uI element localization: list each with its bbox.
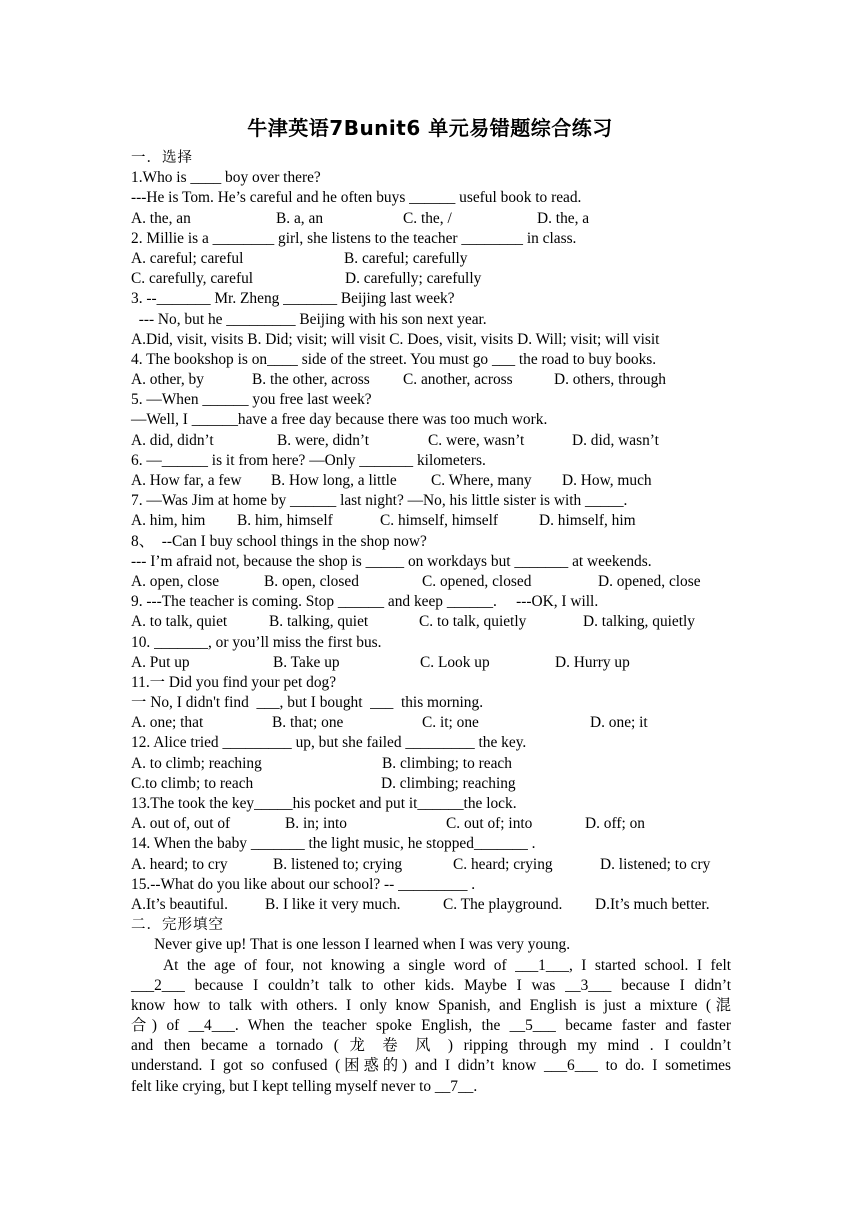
- option-a: A. one; that: [131, 714, 204, 732]
- question-stem: 9. ---The teacher is coming. Stop ______ and keep ______. ---OK, I will.: [131, 593, 599, 611]
- option-c: C. himself, himself: [380, 512, 498, 530]
- option-a: A. heard; to cry: [131, 855, 228, 873]
- section-heading-choice: 一．选择: [131, 150, 193, 166]
- option-a: A. the, an: [131, 209, 191, 227]
- options-row: [131, 431, 731, 451]
- options-row: [131, 612, 731, 632]
- question-stem: 8、 --Can I buy school things in the shop now?: [131, 532, 427, 550]
- question-stem: ---He is Tom. He’s careful and he often buys ______ useful book to read.: [131, 189, 582, 207]
- option-d: D. off; on: [585, 815, 645, 833]
- option-c: C.to climb; to reach: [131, 774, 254, 792]
- options-row: [131, 814, 731, 834]
- option-a: A. Put up: [131, 653, 190, 671]
- options-row: [131, 511, 731, 531]
- option-a: A. How far, a few: [131, 472, 242, 489]
- option-d: D. climbing; reaching: [381, 774, 516, 792]
- passage-line: ___2___ because I couldn’t talk to other kids. Maybe I was __3___ because I didn’t: [131, 976, 731, 994]
- option-a: A. open, close: [131, 572, 220, 590]
- question-stem: —Well, I ______have a free day because there was too much work.: [131, 411, 548, 429]
- question-12: [131, 733, 731, 794]
- question-stem: 1.Who is ____ boy over there?: [131, 169, 321, 187]
- question-stem: 4. The bookshop is on____ side of the street. You must go ___ the road to buy books.: [131, 350, 657, 368]
- option-b: B. listened to; crying: [273, 855, 403, 873]
- option-c: C. Look up: [420, 653, 490, 671]
- question-stem: 12. Alice tried _________ up, but she failed _________ the key.: [131, 734, 527, 752]
- option-c: C. another, across: [403, 371, 513, 389]
- option-d: D. Hurry up: [555, 653, 630, 671]
- question-15: [131, 875, 731, 915]
- options-row: [131, 269, 731, 289]
- page-title: 牛津英语7Bunit6 单元易错题综合练习: [247, 116, 613, 140]
- question-stem: 7. —Was Jim at home by ______ last night? —No, his little sister is with _____.: [131, 492, 628, 510]
- question-11: [131, 673, 731, 734]
- section-heading-cloze: 二．完形填空: [131, 917, 224, 934]
- option-d: D.It’s much better.: [595, 895, 710, 913]
- options-row: [131, 895, 731, 915]
- question-1: [131, 168, 731, 229]
- option-d: D. talking, quietly: [583, 613, 695, 631]
- options-row: [131, 653, 731, 673]
- question-8: [131, 532, 731, 593]
- options-row: [131, 754, 731, 774]
- option-d: D. one; it: [590, 714, 648, 732]
- passage-line: At the age of four, not knowing a single word of ___1___, I started school. I felt: [163, 956, 731, 974]
- option-c: C. the, /: [403, 209, 452, 227]
- option-b: B. careful; carefully: [344, 249, 468, 267]
- option-d: D. did, wasn’t: [572, 431, 659, 449]
- option-a: A. did, didn’t: [131, 431, 214, 449]
- option-b: B. were, didn’t: [277, 431, 370, 449]
- question-stem: 11.一 Did you find your pet dog?: [131, 673, 337, 691]
- option-b: B. Take up: [273, 653, 340, 671]
- question-stem: 3. --_______ Mr. Zheng _______ Beijing last week?: [131, 290, 455, 308]
- option-a: A. other, by: [131, 371, 204, 389]
- option-a: A. to climb; reaching: [131, 754, 262, 772]
- question-stem: --- No, but he _________ Beijing with his son next year.: [131, 310, 487, 328]
- options-row: [131, 713, 731, 733]
- question-3: [131, 289, 731, 350]
- question-stem: 5. —When ______ you free last week?: [131, 391, 372, 409]
- option-a: A. out of, out of: [131, 815, 231, 833]
- options-row: [131, 249, 731, 269]
- options-row: A.Did, visit, visits B. Did; visit; will visit C. Does, visit, visits D. Will; visit; will visit: [131, 330, 660, 348]
- option-b: B. How long, a little: [271, 472, 397, 489]
- option-a: A. careful; careful: [131, 249, 244, 267]
- question-6: [131, 451, 731, 491]
- question-stem: 一 No, I didn't find ___, but I bought ___ this morning.: [131, 694, 484, 712]
- passage-line: Never give up! That is one lesson I learned when I was very young.: [131, 936, 571, 954]
- question-stem: --- I’m afraid not, because the shop is _____ on workdays but _______ at weekends.: [131, 552, 652, 570]
- passage-line: felt like crying, but I kept telling myself never to __7__.: [131, 1077, 478, 1095]
- question-stem: 2. Millie is a ________ girl, she listens to the teacher ________ in class.: [131, 229, 577, 247]
- question-14: [131, 834, 731, 874]
- option-d: D. carefully; carefully: [345, 270, 482, 288]
- option-b: B. him, himself: [237, 512, 333, 530]
- question-stem: 13.The took the key_____his pocket and put it______the lock.: [131, 795, 517, 812]
- question-5: [131, 390, 731, 451]
- options-row: [131, 572, 731, 592]
- exercise-body: [131, 148, 731, 1097]
- option-c: C. carefully, careful: [131, 270, 254, 288]
- options-row: [131, 855, 731, 875]
- option-b: B. talking, quiet: [269, 613, 369, 631]
- option-b: B. that; one: [272, 714, 344, 732]
- option-c: C. were, wasn’t: [428, 431, 525, 449]
- option-c: C. out of; into: [446, 815, 533, 833]
- options-row: [131, 471, 731, 491]
- options-row: [131, 370, 731, 390]
- option-b: B. in; into: [285, 815, 347, 833]
- question-4: [131, 350, 731, 390]
- option-c: C. it; one: [422, 714, 479, 732]
- option-d: D. listened; to cry: [600, 855, 711, 873]
- question-2: [131, 229, 731, 290]
- question-9: [131, 592, 731, 632]
- option-c: C. opened, closed: [422, 572, 532, 590]
- question-stem: 15.--What do you like about our school? -- _________ .: [131, 875, 476, 893]
- options-row: [131, 774, 731, 794]
- option-b: B. the other, across: [252, 371, 370, 389]
- option-d: D. How, much: [562, 472, 652, 489]
- option-c: C. heard; crying: [453, 855, 553, 873]
- options-row: [131, 209, 731, 229]
- option-b: B. climbing; to reach: [382, 754, 512, 772]
- option-d: D. the, a: [537, 209, 590, 227]
- option-c: C. to talk, quietly: [419, 613, 527, 631]
- passage-line: understand. I got so confused (困惑的) and I didn’t know ___6___ to do. I sometimes: [131, 1057, 731, 1075]
- question-10: [131, 633, 731, 673]
- option-a: A.It’s beautiful.: [131, 895, 229, 913]
- cloze-passage: [131, 935, 731, 1097]
- option-a: A. him, him: [131, 512, 206, 530]
- option-d: D. others, through: [554, 371, 666, 389]
- passage-line: and then became a tornado ( 龙 卷 风 ) ripping through my mind . I couldn’t: [131, 1037, 731, 1055]
- question-stem: 10. _______, or you’ll miss the first bus.: [131, 633, 382, 651]
- option-b: B. I like it very much.: [265, 895, 401, 913]
- question-7: [131, 491, 731, 531]
- passage-line: 合) of __4___. When the teacher spoke English, the __5___ became faster and faster: [131, 1017, 731, 1035]
- question-stem: 6. —______ is it from here? —Only _______ kilometers.: [131, 451, 486, 469]
- option-d: D. opened, close: [598, 572, 701, 590]
- option-b: B. a, an: [276, 209, 324, 227]
- question-stem: 14. When the baby _______ the light music, he stopped_______ .: [131, 835, 536, 853]
- question-13: [131, 794, 731, 834]
- option-c: C. Where, many: [431, 472, 532, 489]
- passage-line: know how to talk with others. I only know Spanish, and English is just a mixture (混: [131, 996, 731, 1014]
- option-a: A. to talk, quiet: [131, 613, 228, 631]
- option-d: D. himself, him: [539, 512, 636, 530]
- option-b: B. open, closed: [264, 572, 359, 590]
- option-c: C. The playground.: [443, 895, 563, 913]
